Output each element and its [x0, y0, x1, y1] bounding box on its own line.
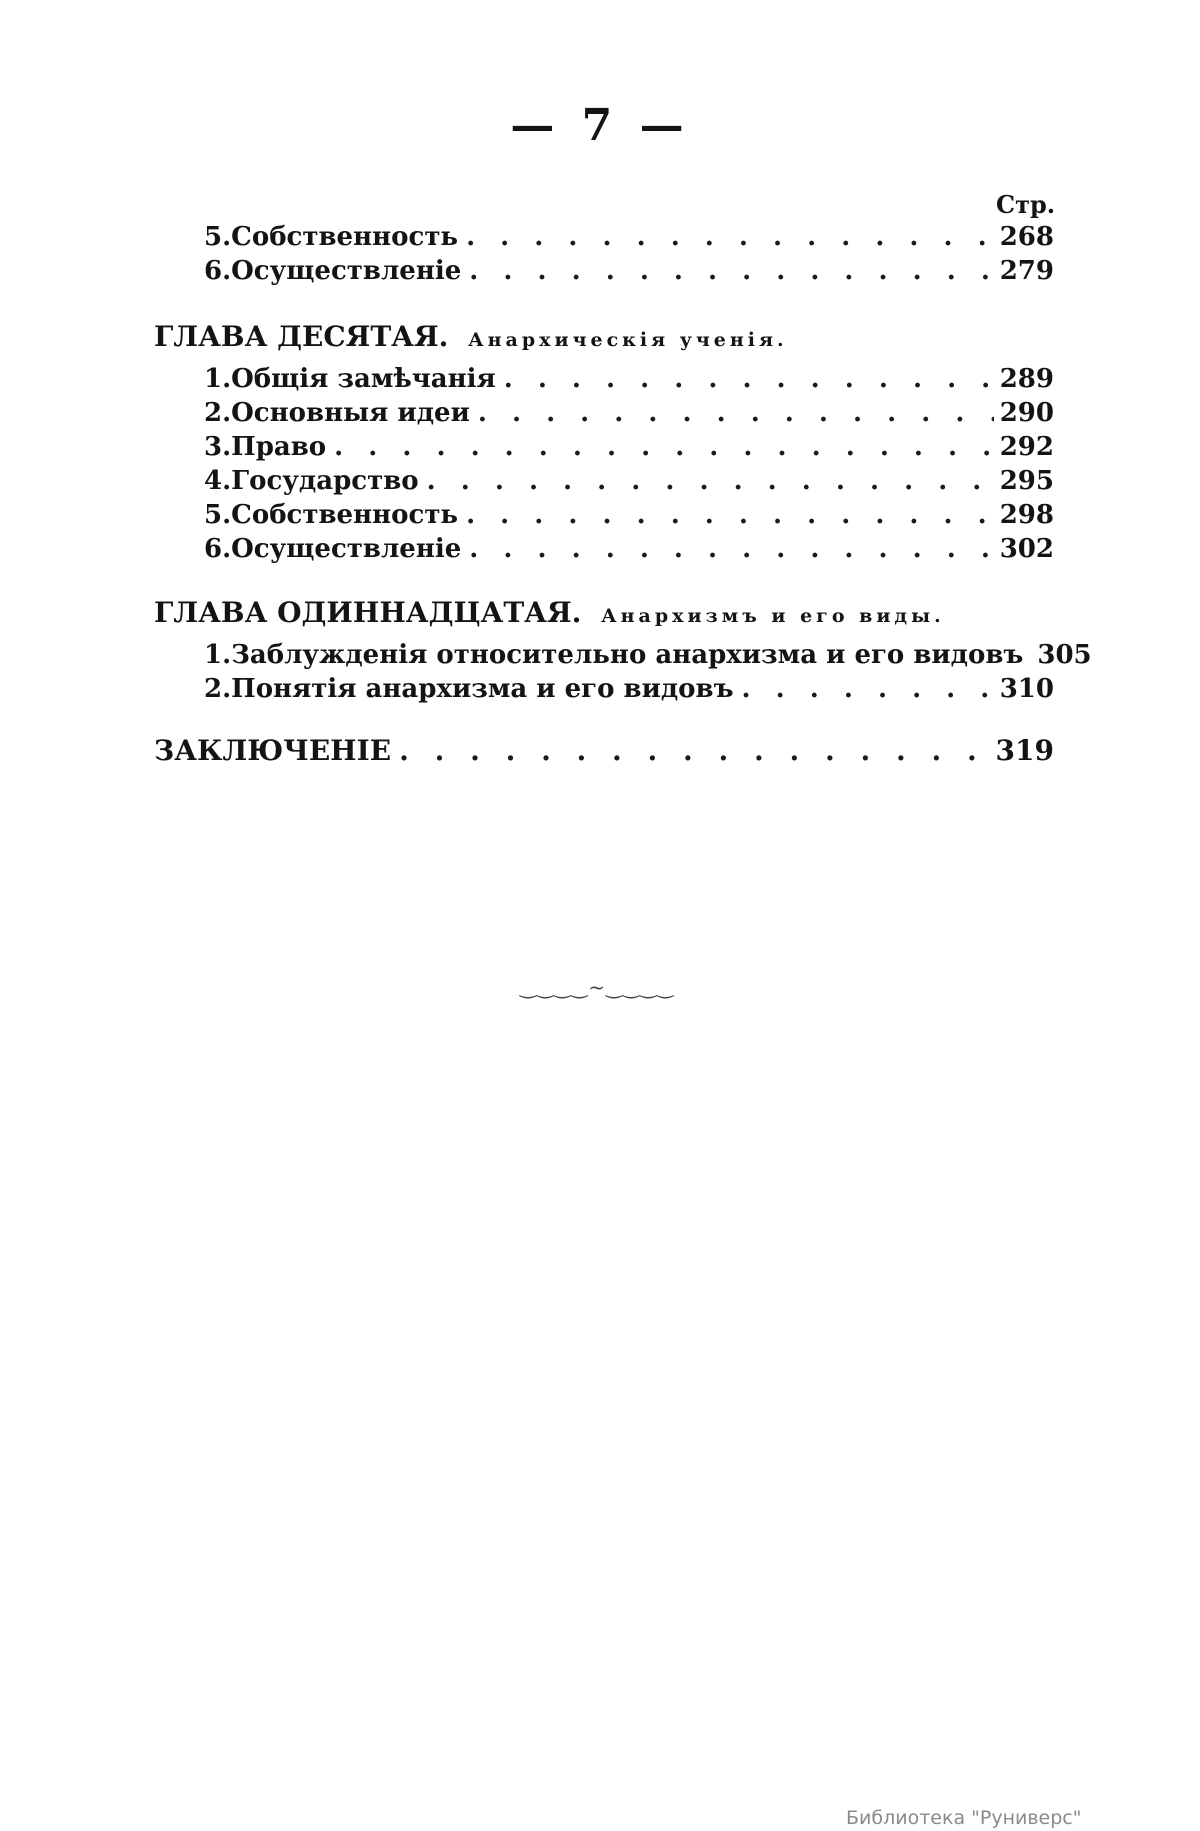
entry-title: Основныя идеи — [231, 398, 470, 428]
toc-entry — [204, 222, 1054, 256]
dot-leader — [466, 500, 994, 530]
chapter-title: ГЛАВА ОДИННАДЦАТАЯ. — [154, 596, 582, 629]
chapter-subtitle: Анархизмъ и его виды. — [601, 605, 945, 627]
chapter-title: ГЛАВА ДЕСЯТАЯ. — [154, 320, 449, 353]
toc-entry — [204, 364, 1054, 398]
page-number: — 7 — — [510, 100, 690, 151]
entry-number: 5. — [204, 500, 232, 530]
entry-title: Осуществленіе — [231, 256, 462, 286]
entry-number: 1. — [204, 640, 232, 670]
entry-number: 2. — [204, 398, 232, 428]
conclusion-entry — [154, 734, 1054, 768]
toc-entry — [204, 256, 1054, 290]
entry-page: 289 — [999, 364, 1054, 394]
chapter-heading — [154, 320, 788, 356]
entry-number: 5. — [204, 222, 232, 252]
entry-page: 298 — [999, 500, 1054, 530]
toc-entry — [204, 432, 1054, 466]
entry-title: Осуществленіе — [231, 534, 462, 564]
dot-leader — [742, 674, 994, 704]
page-column-header: Стр. — [996, 190, 1056, 219]
entry-title: Собственность — [231, 222, 459, 252]
dot-leader — [469, 534, 993, 564]
entry-page: 305 — [1037, 640, 1092, 670]
toc-entry — [204, 398, 1054, 432]
entry-number: 6. — [204, 534, 232, 564]
ornament-divider: ‿‿‿‿~‿‿‿‿ — [520, 975, 675, 999]
toc-entry — [204, 534, 1054, 568]
dot-leader — [504, 364, 994, 394]
entry-page: 290 — [999, 398, 1054, 428]
entry-page: 268 — [999, 222, 1054, 252]
entry-title: Государство — [231, 466, 419, 496]
dot-leader — [466, 222, 994, 252]
entry-number: 2. — [204, 674, 232, 704]
entry-number: 3. — [204, 432, 232, 462]
dot-leader — [427, 466, 994, 496]
entry-number: 4. — [204, 466, 232, 496]
entry-title: Право — [231, 432, 327, 462]
toc-entry — [204, 500, 1054, 534]
entry-page: 302 — [999, 534, 1054, 564]
chapter-subtitle: Анархическія ученія. — [468, 329, 788, 351]
entry-title: Понятія анархизма и его видовъ — [231, 674, 734, 704]
conclusion-title: ЗАКЛЮЧЕНІЕ — [154, 734, 392, 767]
dot-leader — [469, 256, 993, 286]
entry-number: 1. — [204, 364, 232, 394]
entry-page: 279 — [999, 256, 1054, 286]
entry-title: Заблужденія относительно анархизма и его видовъ — [231, 640, 1024, 670]
toc-entry — [204, 640, 1092, 674]
dot-leader — [478, 398, 994, 428]
entry-page: 292 — [999, 432, 1054, 462]
library-watermark: Библиотека "Руниверс" — [846, 1807, 1082, 1829]
chapter-heading — [154, 596, 945, 632]
conclusion-page: 319 — [995, 734, 1054, 767]
dot-leader — [399, 734, 989, 767]
entry-number: 6. — [204, 256, 232, 286]
entry-page: 295 — [999, 466, 1054, 496]
dot-leader — [334, 432, 994, 462]
entry-page: 310 — [999, 674, 1054, 704]
toc-entry — [204, 674, 1054, 708]
entry-title: Общія замѣчанія — [231, 364, 496, 394]
entry-title: Собственность — [231, 500, 459, 530]
toc-entry — [204, 466, 1054, 500]
